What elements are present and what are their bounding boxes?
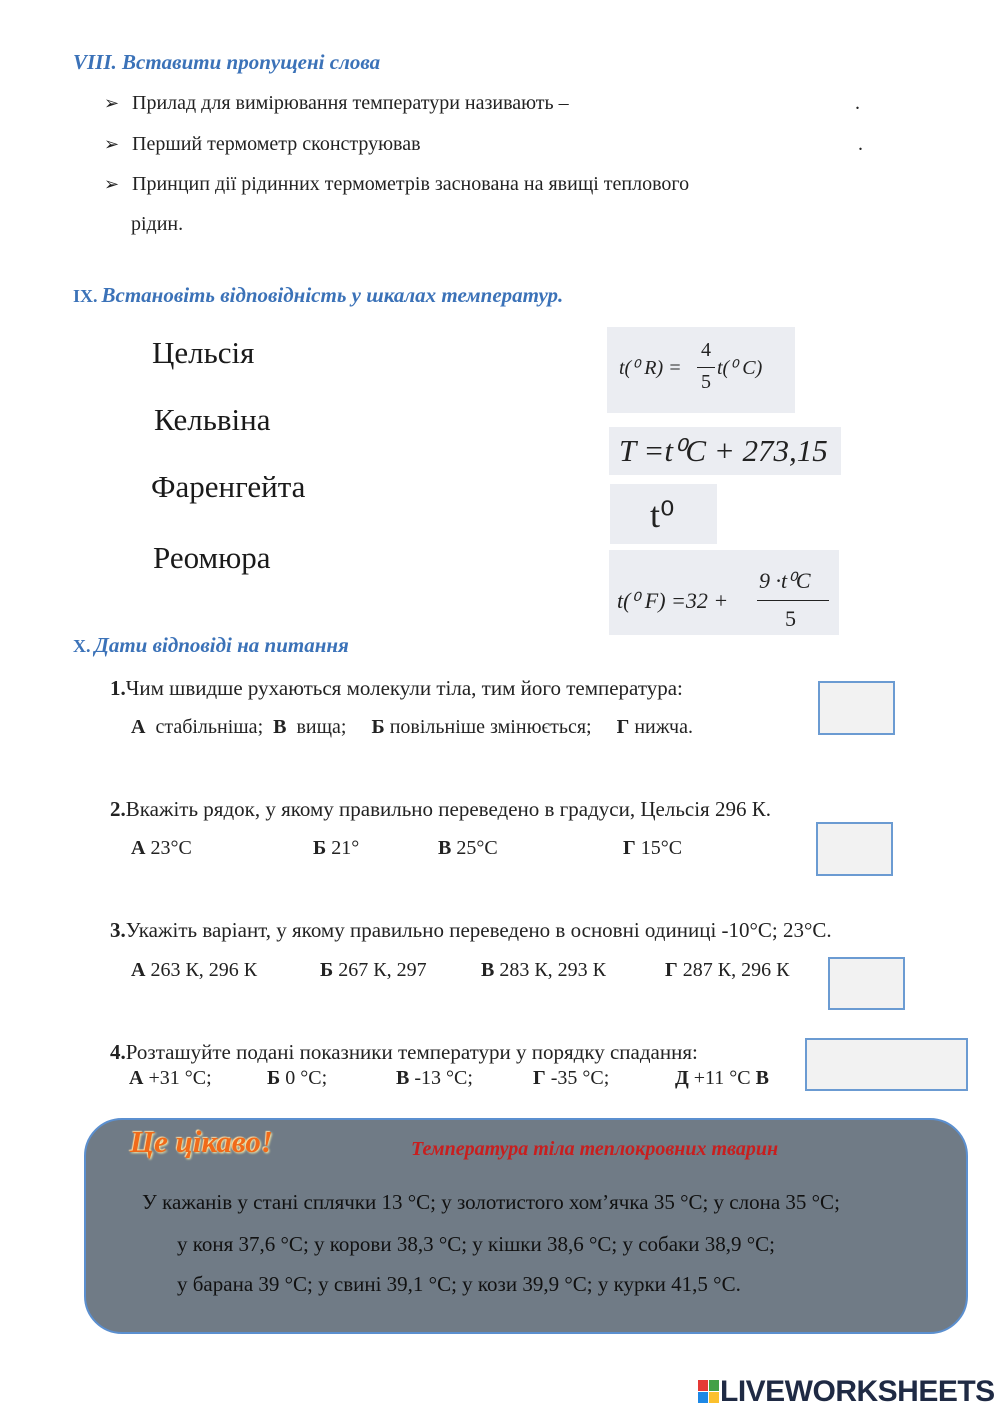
info-badge: Це цікаво!: [130, 1124, 273, 1159]
question-4: 4.Розташуйте подані показники температури у порядку спадання:: [110, 1040, 698, 1064]
question-3-option-d: Г 287 К, 296 К: [665, 959, 790, 981]
question-4-option-d: Г -35 °С;: [533, 1067, 610, 1089]
question-3-option-b: Б 267 К, 297: [320, 959, 427, 981]
section-9-heading: IX. Встановіть відповідність у шкалах температур.: [73, 283, 564, 307]
blank-end-dot-1: .: [855, 92, 860, 114]
question-3: 3.Укажіть варіант, у якому правильно переведено в основні одиниці -10°С; 23°С.: [110, 918, 832, 942]
question-2-option-a: А 23°С: [131, 837, 192, 859]
answer-box-q1[interactable]: [818, 681, 895, 735]
formula-celsius[interactable]: t⁰: [610, 484, 717, 544]
info-line-2: у коня 37,6 °С; у корови 38,3 °С; у кішки 38,6 °С; у собаки 38,9 °С;: [177, 1232, 775, 1256]
question-3-option-a: А 263 К, 296 К: [131, 959, 258, 981]
info-line-3: у барана 39 °С; у свині 39,1 °С; у кози 39,9 °С; у курки 41,5 °С.: [177, 1272, 741, 1296]
blank-end-dot-2: .: [858, 133, 863, 155]
answer-box-q4[interactable]: [805, 1038, 968, 1091]
info-line-1: У кажанів у стані сплячки 13 °С; у золотистого хом’ячка 35 °С; у слона 35 °С;: [142, 1190, 840, 1214]
blank-item-1: ➢ Прилад для вимірювання температури називають –: [104, 92, 569, 114]
formula-fahrenheit[interactable]: t(⁰ F) =32 + 9 ·t⁰C 5: [609, 550, 839, 635]
scale-name-kelvin[interactable]: Кельвіна: [154, 402, 271, 437]
arrow-bullet-icon: ➢: [104, 174, 120, 195]
question-1: 1.Чим швидше рухаються молекули тіла, тим його температура:: [110, 676, 683, 700]
formula-reaumur[interactable]: t(⁰ R) = 4 5 t(⁰ C): [607, 327, 795, 413]
question-4-option-a: А +31 °С;: [129, 1067, 212, 1089]
fraction-bar: [697, 367, 715, 368]
info-title: Температура тіла теплокровних тварин: [411, 1138, 779, 1160]
liveworksheets-logo: LIVEWORKSHEETS: [698, 1375, 995, 1409]
fraction-bar: [757, 600, 829, 601]
section-8-title: VIII. Вставити пропущені слова: [73, 50, 381, 74]
question-3-option-c: В 283 К, 293 К: [481, 959, 607, 981]
question-1-options: А стабільніша; В вища; Б повільніше змінюється; Г нижча.: [131, 716, 693, 738]
question-2-option-c: В 25°С: [438, 837, 498, 859]
scale-name-fahrenheit[interactable]: Фаренгейта: [151, 469, 306, 504]
question-2-option-d: Г 15°С: [623, 837, 683, 859]
scale-name-reaumur[interactable]: Реомюра: [153, 540, 271, 575]
formula-kelvin[interactable]: T =t⁰C + 273,15: [609, 427, 841, 475]
arrow-bullet-icon: ➢: [104, 134, 120, 155]
question-4-option-c: В -13 °С;: [396, 1067, 473, 1089]
answer-box-q2[interactable]: [816, 822, 893, 876]
scale-name-celsius[interactable]: Цельсія: [152, 335, 255, 370]
arrow-bullet-icon: ➢: [104, 93, 120, 114]
answer-box-q3[interactable]: [828, 957, 905, 1010]
question-2: 2.Вкажіть рядок, у якому правильно переведено в градуси, Цельсія 296 К.: [110, 797, 771, 821]
question-4-option-b: Б 0 °С;: [267, 1067, 328, 1089]
blank-item-3: ➢ Принцип дії рідинних термометрів заснована на явищі теплового: [104, 173, 690, 195]
blank-item-2: ➢ Перший термометр сконструював: [104, 133, 421, 155]
question-2-option-b: Б 21°: [313, 837, 360, 859]
blank-item-3-continuation: рідин.: [131, 213, 184, 235]
section-10-heading: X. Дати відповіді на питання: [73, 633, 349, 657]
lws-grid-icon: [698, 1380, 720, 1404]
question-4-option-e: Д +11 °С В: [675, 1067, 769, 1089]
